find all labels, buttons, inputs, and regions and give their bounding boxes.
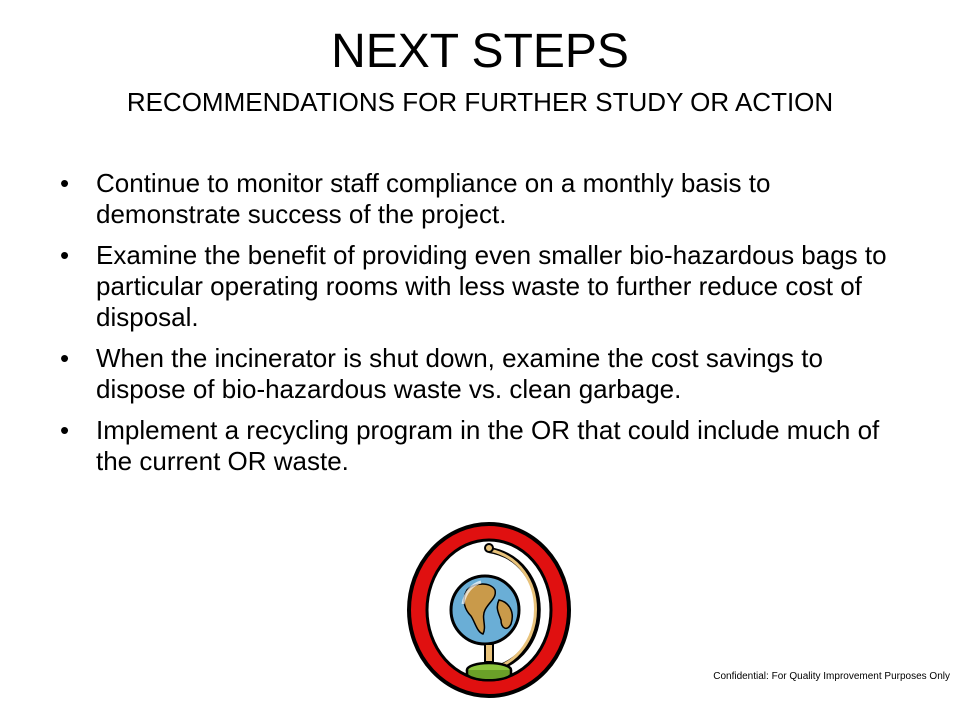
bullet-item [60,415,900,477]
bullet-glyph: • [60,343,70,373]
bullet-item [60,168,900,230]
bullet-text: Continue to monitor staff compliance on a monthly basis to demonstrate success of the project. [96,168,771,229]
bullet-text: When the incinerator is shut down, examine the cost savings to dispose of bio-hazardous waste vs. clean garbage. [96,343,823,404]
bullet-item [60,343,900,405]
globe-icon [405,520,573,698]
bullet-text: Implement a recycling program in the OR that could include much of the current OR waste. [96,415,880,476]
bullet-list [60,168,900,487]
bullet-glyph: • [60,240,70,270]
bullet-glyph: • [60,168,70,198]
slide-subtitle: RECOMMENDATIONS FOR FURTHER STUDY OR ACTION [126,87,834,117]
slide-title: NEXT STEPS [331,25,629,78]
footer-confidential: Confidential: For Quality Improvement Purposes Only [713,671,950,682]
bullet-text: Examine the benefit of providing even smaller bio-hazardous bags to particular operating rooms with less waste to further reduce cost of disposal. [96,240,887,332]
title-block [0,22,960,122]
bullet-glyph: • [60,415,70,445]
bullet-item [60,240,900,333]
